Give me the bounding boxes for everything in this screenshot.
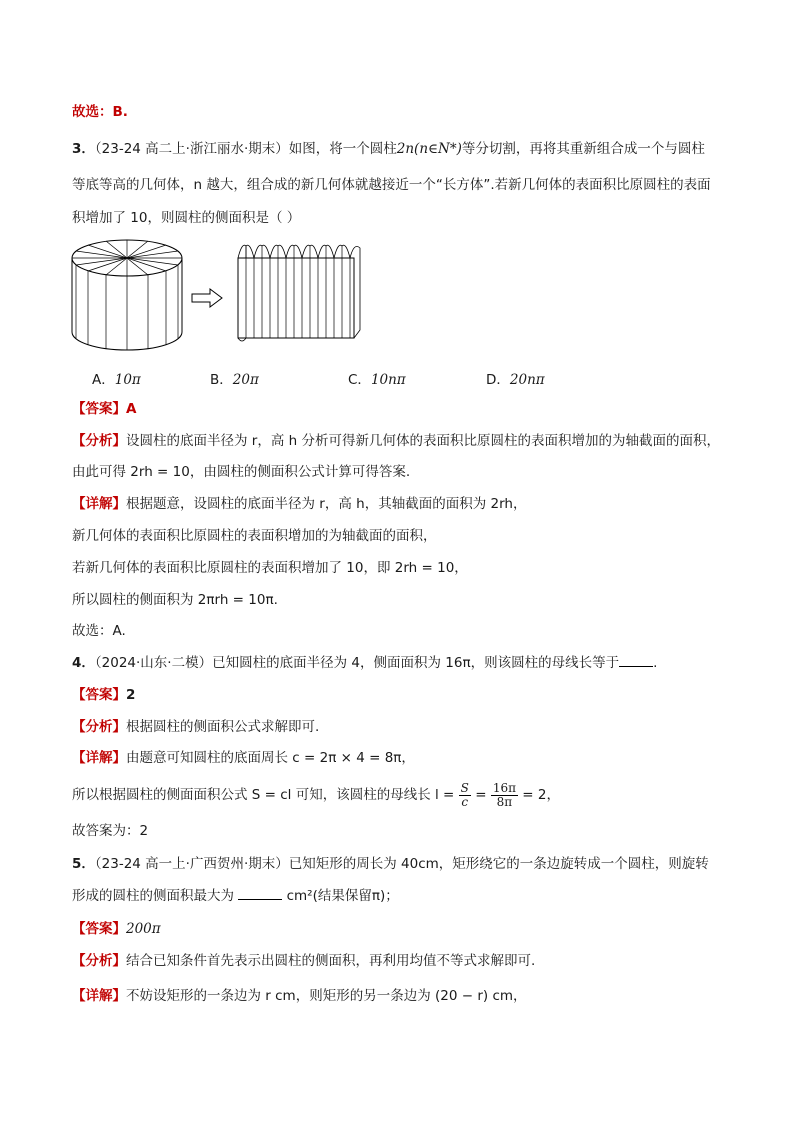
answer-blank[interactable]	[238, 887, 282, 900]
answer-3: 【答案】A	[72, 401, 137, 417]
analysis-4: 【分析】根据圆柱的侧面积公式求解即可.	[72, 719, 320, 735]
question-5-line-1: 5．（23-24 高一上·广西贺州·期末）已知矩形的周长为 40cm，矩形绕它的一条边旋转成一个圆柱，则旋转	[72, 856, 709, 872]
detail-3-line-2: 新几何体的表面积比原圆柱的表面积增加的为轴截面的面积，	[72, 528, 437, 544]
arrow-right-icon	[192, 289, 222, 307]
analysis-3-line-1: 【分析】设圆柱的底面半径为 r，高 h 分析可得新几何体的表面积比原圆柱的表面积增加的为轴截面的面积，	[72, 433, 720, 449]
answer-selection-prev: 故选：B.	[72, 104, 128, 120]
question-3-line-2: 等底等高的几何体，n 越大，组合成的新几何体就越接近一个“长方体”.若新几何体的表面积比原圆柱的表面	[72, 177, 711, 193]
answer-selection-3: 故选：A.	[72, 623, 126, 639]
question-3-line-1: 3．（23-24 高二上·浙江丽水·期末）如图，将一个圆柱2n(n∈N*)等分切割，再将其重新组合成一个与圆柱	[72, 141, 705, 157]
option-c[interactable]: C．10nπ	[348, 372, 406, 388]
fraction-s-over-c: $\frac{S}{c}$	[460, 780, 469, 809]
answer-blank[interactable]	[619, 654, 653, 667]
detail-4-line-2: 所以根据圆柱的侧面面积公式 S = cl 可知，该圆柱的母线长 l = $\frac{S}{c}$ = $\frac{16\pi}{8\pi}$ = 2，	[72, 780, 560, 809]
detail-5: 【详解】不妨设矩形的一条边为 r cm，则矩形的另一条边为 (20 − r) cm，	[72, 988, 527, 1004]
analysis-3-line-2: 由此可得 2rh = 10，由圆柱的侧面积公式计算可得答案.	[72, 464, 411, 480]
question-3-line-3: 积增加了 10，则圆柱的侧面积是（ ）	[72, 210, 301, 226]
detail-3-line-1: 【详解】根据题意，设圆柱的底面半径为 r，高 h，其轴截面的面积为 2rh，	[72, 496, 527, 512]
detail-4-line-1: 【详解】由题意可知圆柱的底面周长 c = 2π × 4 = 8π，	[72, 750, 415, 766]
detail-3-line-3: 若新几何体的表面积比原圆柱的表面积增加了 10，即 2rh = 10，	[72, 560, 468, 576]
prism-shape	[238, 245, 360, 341]
detail-3-line-4: 所以圆柱的侧面积为 2πrh = 10π.	[72, 592, 278, 608]
analysis-5: 【分析】结合已知条件首先表示出圆柱的侧面积，再利用均值不等式求解即可.	[72, 953, 536, 969]
option-b[interactable]: B．20π	[210, 372, 259, 388]
fraction-16pi-over-8pi: $\frac{16\pi}{8\pi}$	[492, 780, 516, 809]
cylinder-shape	[72, 240, 182, 350]
option-d[interactable]: D．20nπ	[486, 372, 545, 388]
answer-5: 【答案】200π	[72, 921, 161, 937]
answer-4: 【答案】2	[72, 687, 136, 703]
option-a[interactable]: A．10π	[92, 372, 141, 388]
question-5-line-2: 形成的圆柱的侧面积最大为 cm²(结果保留π)；	[72, 888, 399, 904]
question-4: 4．（2024·山东·二模）已知圆柱的底面半径为 4，侧面面积为 16π，则该圆柱的母线长等于 .	[72, 655, 658, 671]
final-answer-4: 故答案为：2	[72, 823, 149, 839]
cylinder-figure	[70, 238, 370, 352]
